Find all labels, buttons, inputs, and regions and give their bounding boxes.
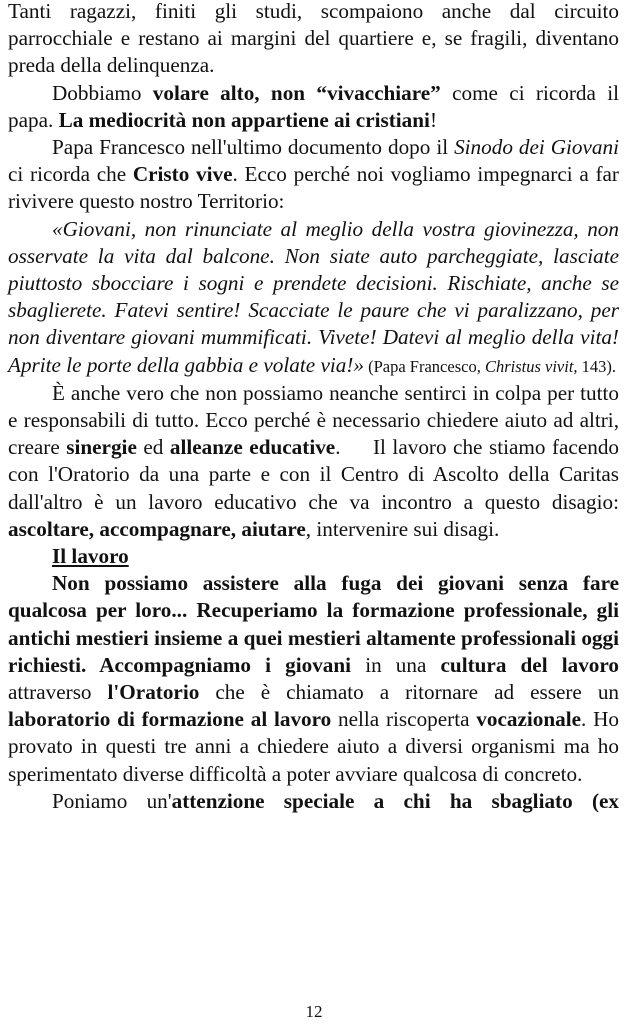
paragraph-3 bbox=[8, 134, 619, 216]
text-run: . Ho provato in questi tre anni a chiedere aiuto a diversi organismi ma ho sperimentato diverse difficoltà a poter avviare qualcosa di concreto. bbox=[8, 707, 619, 786]
bold-run: attenzione speciale a chi ha sbagliato (ex bbox=[171, 788, 619, 813]
bold-run: volare alto, non “vivacchiare” bbox=[152, 80, 441, 105]
text-run: in una bbox=[351, 652, 441, 677]
bold-run: ascoltare, accompagnare, aiutare bbox=[8, 516, 306, 541]
text-run: . Ecco perché noi vogliamo impegnarci a far rivivere questo nostro Territorio: bbox=[8, 162, 619, 214]
text-run: nella riscoperta bbox=[331, 707, 477, 732]
quote-paragraph bbox=[8, 216, 619, 380]
paragraph-2 bbox=[8, 80, 619, 134]
bold-run: cultura del lavoro bbox=[440, 652, 619, 677]
text-run: ! bbox=[429, 107, 438, 132]
bold-run: La mediocrità non appartiene ai cristiani bbox=[58, 107, 430, 132]
paragraph-6 bbox=[8, 570, 619, 788]
text-run: , intervenire sui disagi. bbox=[305, 516, 500, 541]
paragraph-7 bbox=[8, 788, 619, 815]
bold-run: sinergie bbox=[66, 435, 137, 460]
bold-run: alleanze educative bbox=[169, 435, 336, 460]
bold-run: laboratorio di formazione al lavoro bbox=[8, 707, 332, 732]
citation-text: (Papa Francesco, bbox=[363, 356, 485, 376]
text-run: È anche vero che non possiamo neanche sentirci in colpa per tutto e responsabili di tutto. Ecco perché è necessario chiedere aiuto ad altri, creare bbox=[8, 380, 619, 460]
text-run: Dobbiamo bbox=[52, 80, 153, 105]
bold-run: Non possiamo assistere alla fuga dei giovani senza fare qualcosa per loro... Recuperiamo la formazione professionale, gli antichi mestieri insieme a quei mestieri altamente professionali oggi richiesti. Accompagniamo i giovani bbox=[8, 571, 619, 677]
italic-run: Sinodo dei Giovani bbox=[454, 135, 620, 160]
page-number: 12 bbox=[305, 1002, 323, 1021]
text-run: attraverso bbox=[8, 680, 108, 705]
bold-run: vocazionale bbox=[476, 707, 582, 732]
body-text bbox=[8, 0, 625, 815]
text-run: Tanti ragazzi, finiti gli studi, scompaiono anche dal circuito parrocchiale e restano ai margini del quartiere e, se fragili, diventano preda della delinquenza. bbox=[8, 0, 619, 78]
text-run: ci ricorda che bbox=[8, 162, 133, 187]
bold-run: l'Oratorio bbox=[107, 680, 200, 705]
citation-title: Christus vivit, bbox=[484, 356, 578, 376]
paragraph-1 bbox=[8, 0, 619, 80]
text-run: ed bbox=[136, 435, 170, 460]
text-run: Poniamo un' bbox=[52, 788, 172, 813]
quote-text: «Giovani, non rinunciate al meglio della vostra giovinezza, non osservate la vita dal balcone. Non siate auto parcheggiate, lasciate piuttosto sbocciare i sogni e prendete decisioni. Rischiate, anche se sbaglierete. Fatevi sentire! Scacciate le paure che vi paralizzano, per non diventare giovani mummificati. Vivete! Datevi al meglio della vita! Aprite le porte della gabbia e volate via!» bbox=[8, 216, 619, 377]
text-run: che è chiamato a ritornare ad essere un bbox=[199, 680, 620, 705]
bold-run: Cristo vive bbox=[132, 162, 233, 187]
section-heading: Il lavoro bbox=[52, 544, 129, 569]
paragraph-5 bbox=[8, 380, 625, 543]
citation-text: 143). bbox=[577, 356, 617, 376]
text-run: Papa Francesco nell'ultimo documento dopo il bbox=[52, 135, 455, 160]
text-run: come ci ricorda il papa. bbox=[8, 80, 619, 132]
text-run: . Il lavoro che stiamo facendo con l'Oratorio da una parte e con il Centro di Ascolto della Caritas dall'altro è un lavoro educativo che va incontro a questo disagio: bbox=[8, 435, 625, 514]
